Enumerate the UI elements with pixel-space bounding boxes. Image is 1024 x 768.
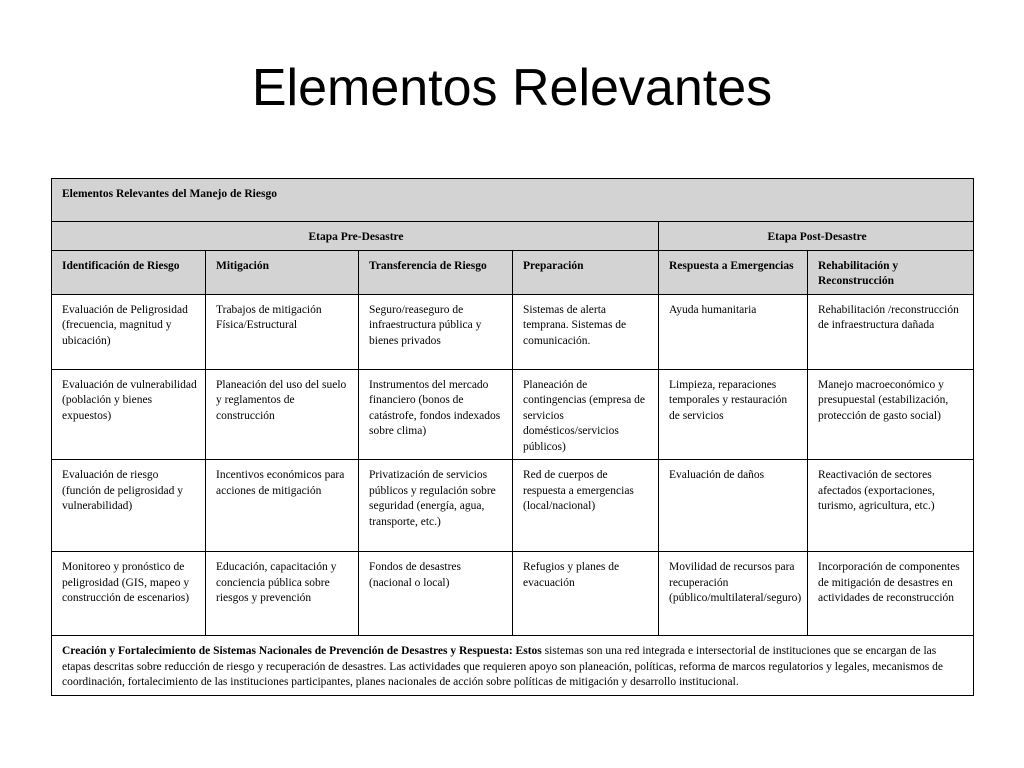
table-cell: Incorporación de componentes de mitigación de desastres en actividades de reconstrucción [808, 552, 974, 636]
table-caption: Elementos Relevantes del Manejo de Riesgo [52, 179, 974, 222]
table-footer-row [52, 636, 974, 696]
table-cell: Evaluación de daños [659, 460, 808, 552]
table-row [52, 460, 974, 552]
table-cell: Red de cuerpos de respuesta a emergencias (local/nacional) [513, 460, 659, 552]
table-cell: Movilidad de recursos para recuperación (público/multilateral/seguro) [659, 552, 808, 636]
column-header: Preparación [513, 250, 659, 294]
column-header-row [52, 250, 974, 294]
table-cell: Limpieza, reparaciones temporales y restauración de servicios [659, 369, 808, 460]
stage-pre-disaster: Etapa Pre-Desastre [52, 222, 659, 251]
table-cell: Refugios y planes de evacuación [513, 552, 659, 636]
stage-post-disaster: Etapa Post-Desastre [659, 222, 974, 251]
table-caption-row [52, 179, 974, 222]
table-cell: Trabajos de mitigación Física/Estructural [206, 294, 359, 369]
table-cell: Fondos de desastres (nacional o local) [359, 552, 513, 636]
table-cell: Instrumentos del mercado financiero (bonos de catástrofe, fondos indexados sobre clima) [359, 369, 513, 460]
column-header: Respuesta a Emergencias [659, 250, 808, 294]
table-row [52, 369, 974, 460]
table-cell: Evaluación de Peligrosidad (frecuencia, magnitud y ubicación) [52, 294, 206, 369]
table-cell: Privatización de servicios públicos y regulación sobre seguridad (energía, agua, transporte, etc.) [359, 460, 513, 552]
table-cell: Ayuda humanitaria [659, 294, 808, 369]
table-cell: Sistemas de alerta temprana. Sistemas de comunicación. [513, 294, 659, 369]
column-header: Mitigación [206, 250, 359, 294]
table-cell: Evaluación de riesgo (función de peligrosidad y vulnerabilidad) [52, 460, 206, 552]
table-cell: Manejo macroeconómico y presupuestal (estabilización, protección de gasto social) [808, 369, 974, 460]
footer-lead: Creación y Fortalecimiento de Sistemas Nacionales de Prevención de Desastres y Respuesta: Estos [62, 645, 542, 657]
table-cell: Incentivos económicos para acciones de mitigación [206, 460, 359, 552]
risk-management-table [51, 178, 974, 696]
table-cell: Planeación del uso del suelo y reglamentos de construcción [206, 369, 359, 460]
table-cell: Planeación de contingencias (empresa de servicios domésticos/servicios públicos) [513, 369, 659, 460]
slide-title: Elementos Relevantes [251, 59, 773, 117]
table-footer-note [52, 636, 974, 696]
table-cell: Seguro/reaseguro de infraestructura pública y bienes privados [359, 294, 513, 369]
table-cell: Reactivación de sectores afectados (exportaciones, turismo, agricultura, etc.) [808, 460, 974, 552]
column-header: Rehabilitación y Reconstrucción [808, 250, 974, 294]
column-header: Transferencia de Riesgo [359, 250, 513, 294]
table-cell: Monitoreo y pronóstico de peligrosidad (GIS, mapeo y construcción de escenarios) [52, 552, 206, 636]
footer-body: sistemas son una red integrada e intersectorial de instituciones que se encargan de las etapas descritas sobre reducción de riesgo y recuperación de desastres. Las actividades que requieren apoyo son planeación, políticas, reforma de marcos regulatorios y legales, mecanismos de coordinación, fortalecimiento de las instituciones participantes, planes nacionales de acción sobre políticas de mitigación y desarrollo institucional. [62, 645, 944, 688]
table-cell: Evaluación de vulnerabilidad (población y bienes expuestos) [52, 369, 206, 460]
table-row [52, 294, 974, 369]
table-cell: Rehabilitación /reconstrucción de infraestructura dañada [808, 294, 974, 369]
stage-header-row [52, 222, 974, 251]
table-cell: Educación, capacitación y conciencia pública sobre riesgos y prevención [206, 552, 359, 636]
table-row [52, 552, 974, 636]
column-header: Identificación de Riesgo [52, 250, 206, 294]
